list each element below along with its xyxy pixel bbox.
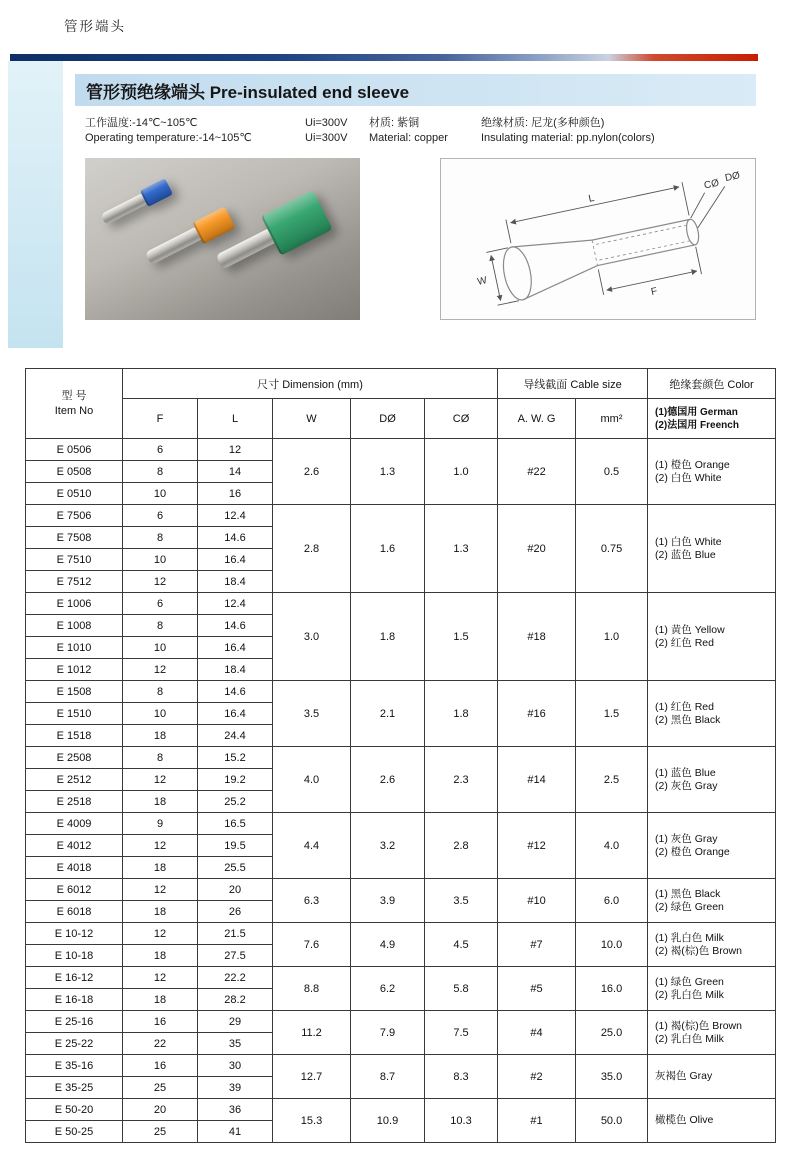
col-header-cable-size: 导线截面 Cable size	[498, 369, 648, 399]
col-header-color: 绝缘套颜色 Color	[648, 369, 776, 399]
spec-table-body	[26, 439, 776, 1143]
color-sub-german: (1)德国用 German	[655, 406, 738, 418]
dim-c-cell: 10.3	[425, 1099, 498, 1143]
spec-zh: 工作温度:-14℃~105℃	[85, 117, 198, 129]
item-no-cell: E 6018	[26, 901, 123, 923]
color-cell	[648, 505, 776, 593]
dim-f-cell: 25	[123, 1121, 198, 1143]
item-no-cell: E 0508	[26, 461, 123, 483]
color-line: (1) 灰色 Gray	[655, 832, 718, 845]
dim-c-cell: 1.8	[425, 681, 498, 747]
mm2-cell: 25.0	[576, 1011, 648, 1055]
dim-l-cell: 19.5	[198, 835, 273, 857]
item-no-cell: E 1012	[26, 659, 123, 681]
dim-f-cell: 6	[123, 439, 198, 461]
color-cell	[648, 923, 776, 967]
dim-l-cell: 14.6	[198, 527, 273, 549]
dim-l-cell: 19.2	[198, 769, 273, 791]
dim-l-cell: 26	[198, 901, 273, 923]
mm2-cell: 0.5	[576, 439, 648, 505]
col-header-c-dia: CØ	[425, 399, 498, 439]
item-no-cell: E 2508	[26, 747, 123, 769]
mm2-cell: 1.0	[576, 593, 648, 681]
label-C-dia: CØ	[703, 177, 721, 192]
dim-f-cell: 18	[123, 945, 198, 967]
table-row	[26, 593, 776, 615]
dim-d-cell: 1.3	[351, 439, 425, 505]
color-line: (2) 蓝色 Blue	[655, 548, 716, 561]
dim-f-cell: 6	[123, 593, 198, 615]
color-line: 橄榄色 Olive	[655, 1114, 714, 1126]
item-no-cell: E 6012	[26, 879, 123, 901]
dim-d-cell: 2.6	[351, 747, 425, 813]
col-header-w: W	[273, 399, 351, 439]
dim-c-cell: 1.0	[425, 439, 498, 505]
dim-l-cell: 12.4	[198, 505, 273, 527]
color-cell	[648, 1055, 776, 1099]
item-no-cell: E 16-12	[26, 967, 123, 989]
dim-f-cell: 12	[123, 967, 198, 989]
color-line: (1) 乳白色 Milk	[655, 931, 724, 944]
dim-w-cell: 11.2	[273, 1011, 351, 1055]
ferrule-sleeve-large	[261, 190, 333, 256]
item-no-cell: E 4009	[26, 813, 123, 835]
item-no-cell: E 35-25	[26, 1077, 123, 1099]
item-no-cell: E 4018	[26, 857, 123, 879]
dim-l-cell: 35	[198, 1033, 273, 1055]
mm2-cell: 1.5	[576, 681, 648, 747]
col-header-item-en: Item No	[54, 404, 94, 417]
item-no-cell: E 50-20	[26, 1099, 123, 1121]
dim-l-cell: 14.6	[198, 615, 273, 637]
color-line: (2) 黑色 Black	[655, 713, 721, 726]
dim-f-cell: 8	[123, 747, 198, 769]
table-row	[26, 1011, 776, 1033]
mm2-cell: 10.0	[576, 923, 648, 967]
dim-d-cell: 3.9	[351, 879, 425, 923]
table-row	[26, 747, 776, 769]
color-line: (2) 红色 Red	[655, 636, 714, 649]
label-F: F	[650, 285, 659, 298]
color-cell	[648, 439, 776, 505]
spec-rated-voltage	[305, 116, 369, 145]
dim-c-cell: 8.3	[425, 1055, 498, 1099]
dim-f-cell: 12	[123, 835, 198, 857]
mm2-cell: 50.0	[576, 1099, 648, 1143]
dim-w-cell: 2.6	[273, 439, 351, 505]
color-line: (2) 橙色 Orange	[655, 845, 730, 858]
item-no-cell: E 35-16	[26, 1055, 123, 1077]
dim-w-cell: 12.7	[273, 1055, 351, 1099]
dimension-diagram	[440, 158, 756, 320]
dim-l-cell: 20	[198, 879, 273, 901]
header-gradient-rule	[10, 54, 758, 61]
dimension-labels	[464, 162, 755, 319]
col-header-d-dia: DØ	[351, 399, 425, 439]
color-cell	[648, 1099, 776, 1143]
item-no-cell: E 0506	[26, 439, 123, 461]
item-no-cell: E 1510	[26, 703, 123, 725]
dim-w-cell: 3.5	[273, 681, 351, 747]
color-line: (1) 绿色 Green	[655, 975, 724, 988]
item-no-cell: E 1008	[26, 615, 123, 637]
table-row	[26, 879, 776, 901]
spec-summary	[85, 116, 757, 145]
dim-f-cell: 18	[123, 857, 198, 879]
dim-l-cell: 14	[198, 461, 273, 483]
color-cell	[648, 593, 776, 681]
dim-f-cell: 12	[123, 923, 198, 945]
label-L: L	[587, 192, 596, 205]
table-row	[26, 923, 776, 945]
spec-zh: 材质: 紫铜	[369, 117, 420, 129]
spec-insulating-material	[481, 116, 757, 145]
item-no-cell: E 10-18	[26, 945, 123, 967]
color-cell	[648, 879, 776, 923]
dim-f-cell: 8	[123, 615, 198, 637]
dim-l-cell: 15.2	[198, 747, 273, 769]
col-header-item-zh: 型 号	[61, 389, 87, 402]
dim-w-cell: 8.8	[273, 967, 351, 1011]
table-row	[26, 1099, 776, 1121]
ferrule-blue	[99, 178, 173, 228]
spec-en: Ui=300V	[305, 131, 348, 144]
mm2-cell: 4.0	[576, 813, 648, 879]
color-line: (1) 蓝色 Blue	[655, 766, 716, 779]
dim-c-cell: 3.5	[425, 879, 498, 923]
dim-l-cell: 36	[198, 1099, 273, 1121]
item-no-cell: E 50-25	[26, 1121, 123, 1143]
dim-l-cell: 22.2	[198, 967, 273, 989]
dim-f-cell: 22	[123, 1033, 198, 1055]
dim-w-cell: 3.0	[273, 593, 351, 681]
table-row	[26, 967, 776, 989]
product-photo	[85, 158, 360, 320]
dim-w-cell: 4.4	[273, 813, 351, 879]
table-row	[26, 505, 776, 527]
dim-l-cell: 28.2	[198, 989, 273, 1011]
col-header-dimension: 尺寸 Dimension (mm)	[123, 369, 498, 399]
color-line: (2) 灰色 Gray	[655, 779, 718, 792]
table-row	[26, 1055, 776, 1077]
table-row	[26, 681, 776, 703]
mm2-cell: 2.5	[576, 747, 648, 813]
dim-f-cell: 10	[123, 483, 198, 505]
left-accent-strip	[8, 61, 63, 348]
color-line: 灰褐色 Gray	[655, 1070, 713, 1082]
awg-cell: #1	[498, 1099, 576, 1143]
table-row	[26, 439, 776, 461]
label-W: W	[476, 275, 489, 288]
dim-d-cell: 1.8	[351, 593, 425, 681]
color-line: (1) 白色 White	[655, 535, 722, 548]
dim-f-cell: 9	[123, 813, 198, 835]
dim-l-cell: 25.2	[198, 791, 273, 813]
color-line: (1) 黄色 Yellow	[655, 623, 725, 636]
dim-w-cell: 2.8	[273, 505, 351, 593]
dim-l-cell: 24.4	[198, 725, 273, 747]
awg-cell: #20	[498, 505, 576, 593]
awg-cell: #16	[498, 681, 576, 747]
dim-f-cell: 10	[123, 703, 198, 725]
awg-cell: #7	[498, 923, 576, 967]
item-no-cell: E 1518	[26, 725, 123, 747]
ferrule-green	[209, 190, 332, 282]
awg-cell: #14	[498, 747, 576, 813]
awg-cell: #2	[498, 1055, 576, 1099]
dim-c-cell: 7.5	[425, 1011, 498, 1055]
color-sub-french: (2)法国用 Freench	[655, 419, 739, 431]
mm2-cell: 0.75	[576, 505, 648, 593]
mm2-cell: 6.0	[576, 879, 648, 923]
dim-l-cell: 41	[198, 1121, 273, 1143]
dim-f-cell: 12	[123, 571, 198, 593]
dim-d-cell: 3.2	[351, 813, 425, 879]
section-title-bar	[75, 74, 756, 106]
col-header-awg: A. W. G	[498, 399, 576, 439]
spec-en: Operating temperature:-14~105℃	[85, 131, 252, 144]
spec-table	[25, 368, 776, 1143]
dim-f-cell: 6	[123, 505, 198, 527]
dim-l-cell: 12	[198, 439, 273, 461]
dim-l-cell: 16.4	[198, 549, 273, 571]
color-cell	[648, 747, 776, 813]
dim-l-cell: 12.4	[198, 593, 273, 615]
dim-l-cell: 16.4	[198, 637, 273, 659]
item-no-cell: E 7510	[26, 549, 123, 571]
dim-w-cell: 6.3	[273, 879, 351, 923]
awg-cell: #22	[498, 439, 576, 505]
label-D-dia: DØ	[724, 170, 742, 185]
spec-en: Material: copper	[369, 131, 448, 144]
dim-f-cell: 16	[123, 1055, 198, 1077]
dim-d-cell: 4.9	[351, 923, 425, 967]
dim-c-cell: 2.3	[425, 747, 498, 813]
col-header-f: F	[123, 399, 198, 439]
ferrule-pin	[100, 194, 146, 226]
color-line: (2) 乳白色 Milk	[655, 988, 724, 1001]
dim-d-cell: 6.2	[351, 967, 425, 1011]
dim-l-cell: 16	[198, 483, 273, 505]
color-cell	[648, 967, 776, 1011]
color-line: (1) 橙色 Orange	[655, 458, 730, 471]
item-no-cell: E 7506	[26, 505, 123, 527]
dim-f-cell: 8	[123, 681, 198, 703]
item-no-cell: E 1006	[26, 593, 123, 615]
spec-table-head	[26, 369, 776, 439]
awg-cell: #10	[498, 879, 576, 923]
color-line: (2) 白色 White	[655, 471, 722, 484]
dim-l-cell: 21.5	[198, 923, 273, 945]
dim-l-cell: 18.4	[198, 659, 273, 681]
color-line: (2) 褐(棕)色 Brown	[655, 944, 742, 957]
mm2-cell: 16.0	[576, 967, 648, 1011]
dim-f-cell: 10	[123, 637, 198, 659]
dim-l-cell: 14.6	[198, 681, 273, 703]
mm2-cell: 35.0	[576, 1055, 648, 1099]
spec-table-wrap	[25, 368, 775, 1143]
dim-l-cell: 16.4	[198, 703, 273, 725]
dim-f-cell: 12	[123, 879, 198, 901]
ferrule-outline	[499, 208, 704, 302]
dim-l-cell: 29	[198, 1011, 273, 1033]
ferrule-pin	[145, 227, 201, 265]
dim-c-cell: 4.5	[425, 923, 498, 967]
section-title: 管形预绝缘端头 Pre-insulated end sleeve	[86, 82, 410, 102]
color-cell	[648, 681, 776, 747]
item-no-cell: E 16-18	[26, 989, 123, 1011]
item-no-cell: E 25-22	[26, 1033, 123, 1055]
dimension-lines	[480, 174, 741, 317]
spec-zh: 绝缘材质: 尼龙(多种颜色)	[481, 117, 605, 129]
dim-d-cell: 1.6	[351, 505, 425, 593]
color-cell	[648, 1011, 776, 1055]
col-header-color-sub	[648, 399, 776, 439]
dim-c-cell: 2.8	[425, 813, 498, 879]
dim-f-cell: 12	[123, 659, 198, 681]
color-line: (1) 黑色 Black	[655, 887, 721, 900]
dim-l-cell: 27.5	[198, 945, 273, 967]
dim-c-cell: 5.8	[425, 967, 498, 1011]
dim-d-cell: 10.9	[351, 1099, 425, 1143]
dim-l-cell: 18.4	[198, 571, 273, 593]
dim-c-cell: 1.5	[425, 593, 498, 681]
dim-d-cell: 8.7	[351, 1055, 425, 1099]
dim-w-cell: 7.6	[273, 923, 351, 967]
item-no-cell: E 10-12	[26, 923, 123, 945]
dim-f-cell: 25	[123, 1077, 198, 1099]
ferrule-pin	[216, 229, 275, 270]
dim-w-cell: 4.0	[273, 747, 351, 813]
item-no-cell: E 0510	[26, 483, 123, 505]
item-no-cell: E 1508	[26, 681, 123, 703]
dim-f-cell: 12	[123, 769, 198, 791]
dim-f-cell: 8	[123, 461, 198, 483]
dim-l-cell: 39	[198, 1077, 273, 1099]
dim-d-cell: 7.9	[351, 1011, 425, 1055]
dim-d-cell: 2.1	[351, 681, 425, 747]
dim-f-cell: 18	[123, 901, 198, 923]
awg-cell: #18	[498, 593, 576, 681]
item-no-cell: E 2512	[26, 769, 123, 791]
dim-c-cell: 1.3	[425, 505, 498, 593]
dim-f-cell: 10	[123, 549, 198, 571]
item-no-cell: E 4012	[26, 835, 123, 857]
color-cell	[648, 813, 776, 879]
color-line: (2) 乳白色 Milk	[655, 1032, 724, 1045]
dimension-diagram-svg	[441, 159, 755, 319]
dim-l-cell: 25.5	[198, 857, 273, 879]
item-no-cell: E 1010	[26, 637, 123, 659]
col-header-mm2: mm²	[576, 399, 648, 439]
awg-cell: #12	[498, 813, 576, 879]
item-no-cell: E 25-16	[26, 1011, 123, 1033]
dim-f-cell: 16	[123, 1011, 198, 1033]
dim-f-cell: 18	[123, 725, 198, 747]
color-line: (2) 绿色 Green	[655, 900, 724, 913]
awg-cell: #4	[498, 1011, 576, 1055]
col-header-l: L	[198, 399, 273, 439]
item-no-cell: E 7508	[26, 527, 123, 549]
item-no-cell: E 7512	[26, 571, 123, 593]
color-line: (1) 褐(棕)色 Brown	[655, 1019, 742, 1032]
page-header-title: 管形端头	[64, 19, 126, 34]
dim-f-cell: 8	[123, 527, 198, 549]
dim-l-cell: 16.5	[198, 813, 273, 835]
spec-material	[369, 116, 481, 145]
spec-operating-temperature	[85, 116, 305, 145]
dim-w-cell: 15.3	[273, 1099, 351, 1143]
dim-f-cell: 20	[123, 1099, 198, 1121]
spec-en: Insulating material: pp.nylon(colors)	[481, 131, 655, 144]
dim-l-cell: 30	[198, 1055, 273, 1077]
awg-cell: #5	[498, 967, 576, 1011]
table-row	[26, 813, 776, 835]
item-no-cell: E 2518	[26, 791, 123, 813]
dim-f-cell: 18	[123, 791, 198, 813]
spec-zh: Ui=300V	[305, 117, 348, 129]
col-header-item-no	[26, 369, 123, 439]
dim-f-cell: 18	[123, 989, 198, 1011]
color-line: (1) 红色 Red	[655, 700, 714, 713]
